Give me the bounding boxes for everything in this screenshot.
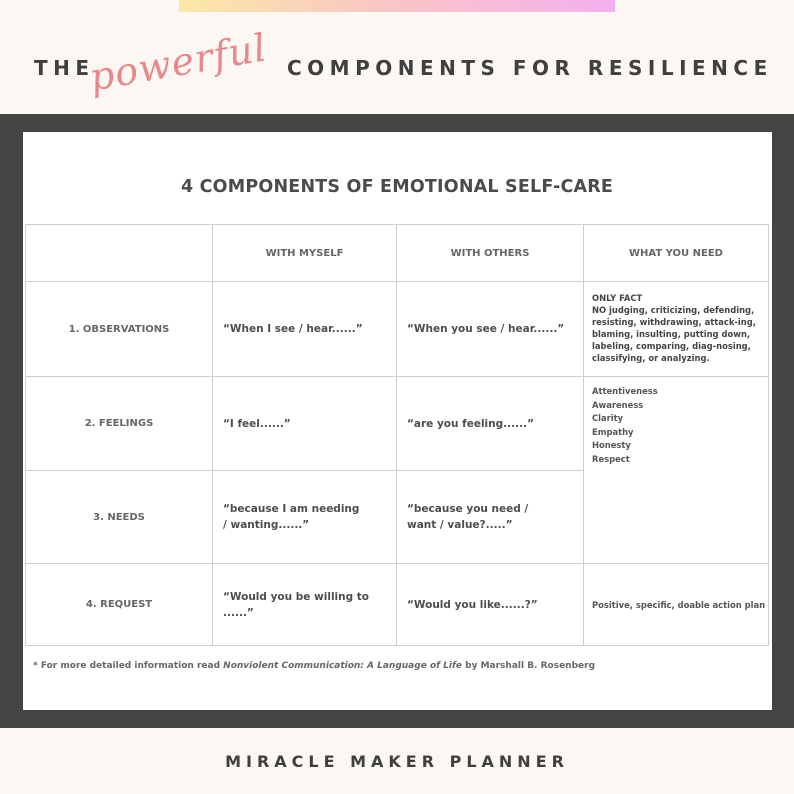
card-title: 4 COMPONENTS OF EMOTIONAL SELF-CARE (180, 177, 614, 197)
footer-brand: MIRACLE MAKER PLANNER (225, 752, 569, 771)
header-word-components: COMPONENTS FOR RESILIENCE (287, 56, 773, 80)
header-word-the: THE (34, 56, 95, 80)
observations-others: “When you see / hear......” (396, 281, 584, 377)
column-header-others: WITH OTHERS (396, 224, 584, 282)
observations-need-text: NO judging, criticizing, defending, resisting, withdrawing, attack-ing, blaming, insulting, putting down, labeling, comparing, diag-nosing, classifying, or analyzing. (592, 305, 756, 363)
gradient-accent-bar (179, 0, 615, 12)
value-item: Clarity (592, 413, 624, 423)
page-header (0, 25, 794, 100)
request-others: “Would you like......?” (396, 563, 584, 646)
row-label-needs: 3. NEEDS (25, 470, 213, 564)
needs-myself: “because I am needing / wanting......” (212, 470, 397, 564)
footnote (33, 661, 595, 671)
feelings-needs-values (583, 376, 769, 564)
observations-myself: “When I see / hear......” (212, 281, 397, 377)
footnote-prefix: * For more detailed information read (33, 661, 224, 671)
observations-need (583, 281, 769, 377)
footnote-suffix: by Marshall B. Rosenberg (462, 661, 596, 671)
value-item: Attentiveness (592, 386, 658, 396)
header-word-powerful: powerful (86, 25, 271, 100)
table-corner-cell (25, 224, 213, 282)
needs-others: “because you need / want / value?.....” (396, 470, 584, 564)
value-item: Empathy (592, 426, 634, 437)
feelings-myself: “I feel......” (212, 376, 397, 471)
request-myself: “Would you be willing to ......” (212, 563, 397, 646)
value-item: Respect (592, 453, 630, 464)
request-need: Positive, specific, doable action plan (583, 563, 769, 646)
row-label-request: 4. REQUEST (25, 563, 213, 646)
footnote-book-title: Nonviolent Communication: A Language of Life (223, 661, 463, 671)
value-item: Honesty (592, 440, 631, 450)
components-table (25, 224, 769, 646)
row-label-observations: 1. OBSERVATIONS (25, 281, 213, 377)
column-header-myself: WITH MYSELF (212, 224, 397, 282)
observations-need-title: ONLY FACT (592, 293, 643, 303)
value-item: Awareness (592, 399, 644, 410)
row-label-feelings: 2. FEELINGS (25, 376, 213, 471)
feelings-others: “are you feeling......” (396, 376, 584, 471)
column-header-need: WHAT YOU NEED (583, 224, 769, 282)
